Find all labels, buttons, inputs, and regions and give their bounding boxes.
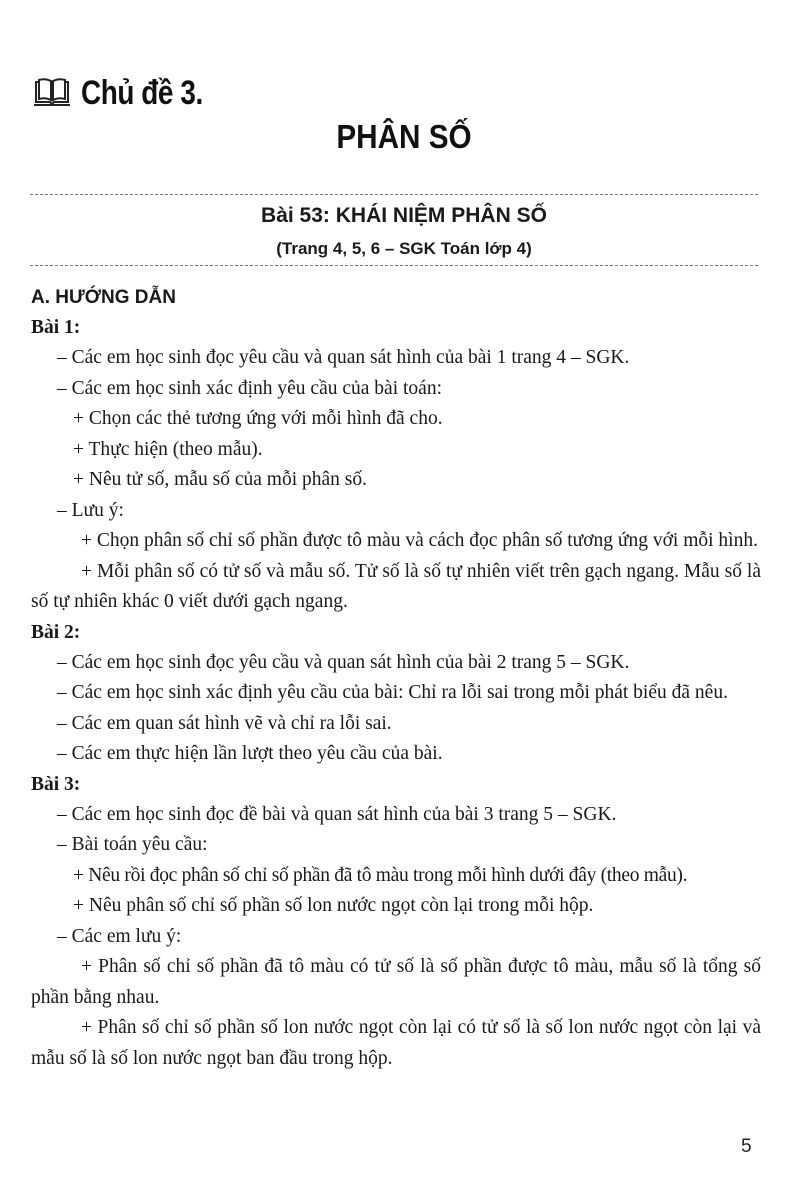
- exercise-2: [31, 618, 761, 770]
- list-item: – Bài toán yêu cầu:: [57, 834, 208, 855]
- exercise-3: [31, 770, 761, 1075]
- lesson-reference: (Trang 4, 5, 6 – SGK Toán lớp 4): [276, 239, 532, 258]
- chapter-header: [33, 68, 230, 118]
- list-item: – Các em học sinh đọc đề bài và quan sát hình của bài 3 trang 5 – SGK.: [57, 803, 617, 825]
- list-item: + Chọn phân số chỉ số phần được tô màu và cách đọc phân số tương ứng với mỗi hình.: [81, 530, 758, 551]
- list-item: – Lưu ý:: [57, 499, 124, 521]
- list-item: – Các em quan sát hình vẽ và chỉ ra lỗi sai.: [57, 712, 392, 734]
- list-item: + Mỗi phân số có tử số và mẫu số. Tử số là số tự nhiên viết trên gạch ngang. Mẫu số là số tự nhiên khác 0 viết dưới gạch ngang.: [31, 560, 761, 612]
- list-item: + Nêu phân số chỉ số phần số lon nước ngọt còn lại trong mỗi hộp.: [73, 895, 594, 916]
- list-item: + Thực hiện (theo mẫu).: [73, 438, 263, 460]
- list-item: + Phân số chỉ số phần số lon nước ngọt còn lại có tử số là số lon nước ngọt còn lại và mẫu số là số lon nước ngọt ban đầu trong hộp.: [31, 1017, 761, 1069]
- topic-title: PHÂN SỐ: [336, 118, 472, 155]
- list-item: – Các em học sinh xác định yêu cầu của bài toán:: [57, 377, 442, 399]
- list-item: – Các em học sinh xác định yêu cầu của bài: Chỉ ra lỗi sai trong mỗi phát biểu đã nêu.: [57, 682, 728, 703]
- list-item: + Chọn các thẻ tương ứng với mỗi hình đã cho.: [73, 408, 443, 429]
- list-item: – Các em học sinh đọc yêu cầu và quan sát hình của bài 1 trang 4 – SGK.: [57, 347, 630, 368]
- list-item: – Các em học sinh đọc yêu cầu và quan sát hình của bài 2 trang 5 – SGK.: [57, 651, 630, 673]
- list-item: + Nêu tử số, mẫu số của mỗi phân số.: [73, 469, 367, 490]
- exercise-heading: Bài 1:: [31, 317, 81, 338]
- open-book-icon: [33, 78, 71, 108]
- list-item: – Các em thực hiện lần lượt theo yêu cầu của bài.: [57, 743, 443, 764]
- section-heading: A. HƯỚNG DẪN: [31, 287, 176, 308]
- chapter-title: Chủ đề 3.: [81, 73, 203, 112]
- page-number: 5: [741, 1136, 752, 1157]
- exercise-1: [31, 313, 761, 618]
- guidance-section: [31, 283, 761, 1074]
- list-item: + Nêu rồi đọc phân số chỉ số phần đã tô màu trong mỗi hình dưới đây (theo mẫu).: [73, 864, 688, 886]
- divider-top: [30, 194, 758, 195]
- list-item: + Phân số chỉ số phần đã tô màu có tử số là số phần được tô màu, mẫu số là tổng số phần bằng nhau.: [31, 956, 761, 1008]
- list-item: – Các em lưu ý:: [57, 925, 182, 947]
- lesson-title: Bài 53: KHÁI NIỆM PHÂN SỐ: [261, 204, 547, 227]
- divider-bottom: [30, 265, 758, 266]
- exercise-heading: Bài 2:: [31, 621, 81, 643]
- exercise-heading: Bài 3:: [31, 773, 81, 795]
